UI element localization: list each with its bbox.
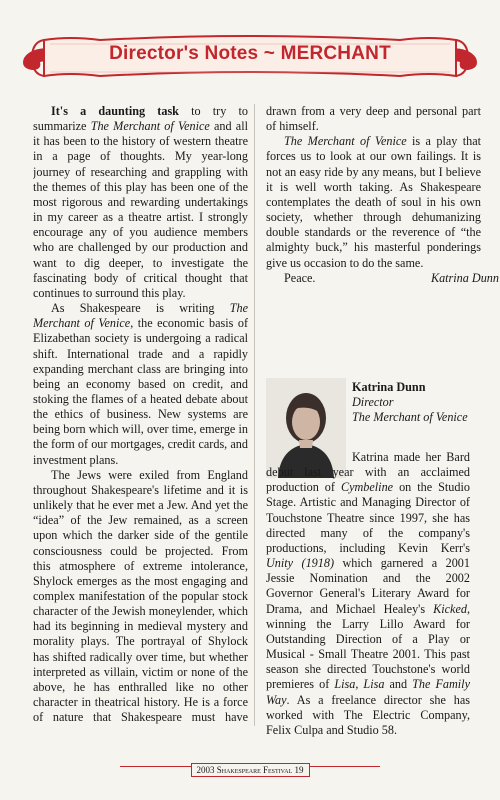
bio-text-part: . As a freelance director she has worked with The Electric Company, Felix Culpa and Studio 58. <box>266 692 470 737</box>
notes-paragraph-3: The Jews were exiled from England throughout Shakespeare's lifetime and it is unlikely that he ever met a Jew. And yet the “idea” of the Jew remained, as a screen upon which the darker side of the gentile consciousness could be projected. From this atmosphere of extreme intolerance, Shylock emerges as the most engaging and complex manifestation of the popular stock character of the Jewish moneylender, which had its beginning in medieval mystery and morality plays. The portrayal of Shylock has shifted radically over time, but whether interpreted as villain, victim or none of the above, he has enthralled like no other character in theatrical history. He is a force of nature that Shakespeare must have <box>33 467 248 725</box>
notes-text: to try to summarize <box>33 104 248 134</box>
footer-label <box>191 763 310 777</box>
page-number: 19 <box>294 765 304 775</box>
notes-text: and all it has been to the history of western theatre in a page of thoughts. My year-long journey of researching and grappling with the themes of this play has been one of the most rigorous and rewarding undertakings in my career as a theatre artist. I strongly encourage any of you audience members who are challenged by our production and want to dig deeper, to investigate the fascinating body of critical thought that continues to surround this play. <box>33 119 248 300</box>
column-divider <box>254 104 255 726</box>
notes-column-left <box>33 104 248 726</box>
page-footer <box>0 760 500 778</box>
production-title: Unity (1918) <box>266 556 335 571</box>
sign-off: Peace. <box>284 270 316 285</box>
notes-text: As Shakespeare is writing <box>51 301 230 316</box>
notes-paragraph-4 <box>266 134 481 270</box>
notes-paragraph-1 <box>33 104 248 301</box>
bio-text-part: on the Studio Stage. Artistic and Managing Director of Touchstone Theatre since 1997, she has directed many of the company's productions, including Kevin Kerr's <box>266 480 470 555</box>
notes-lead: It's a daunting task <box>51 104 179 118</box>
notes-text: , the economic basis of Elizabethan society is undergoing a radical shift. International trade and a rapidly expanding merchant class are bringing into being an economy based on credit, and stoking the flames of a heated debate about the ethics of business. New systems are being born which will, over time, emerge in the form of our mortgages, credit cards, and investment plans. <box>33 316 248 467</box>
notes-column-right <box>266 104 499 286</box>
footer-festival: Shakespeare Festival <box>216 765 293 775</box>
notes-text: is a play that forces us to look at our own failings. It is not an easy ride by any means, but I believe it is well worth taking. As Shakespeare contemplates the death of soul in his own society, whether through dehumanizing double standards or the reverence of “the almighty buck,” his masterful ponderings give us occasion to do the same. <box>266 134 481 270</box>
bio-text <box>266 450 470 738</box>
page-title: Director's Notes ~ MERCHANT <box>109 43 391 64</box>
bio-text-part: which garnered a 2001 Jessie Nomination and the 2002 Governor General's Literary Award for Drama, and Michael Healey's <box>266 556 470 616</box>
play-title: The Merchant of Venice <box>33 301 248 331</box>
notes-paragraph-3-continued: drawn from a very deep and personal part of himself. <box>266 104 481 134</box>
production-title: Kicked <box>433 601 467 616</box>
bio-text-part: Katrina made her Bard debut last year with an acclaimed production of <box>266 450 470 495</box>
footer-year: 2003 <box>196 765 215 775</box>
bio-role: Director <box>352 395 394 410</box>
play-title: The Merchant of Venice <box>284 134 407 149</box>
notes-continuation <box>266 104 481 134</box>
signature: Katrina Dunn <box>430 270 499 285</box>
bio-name: Katrina Dunn <box>352 380 426 394</box>
signature-line <box>266 271 499 286</box>
production-title: Lisa, Lisa <box>334 677 385 692</box>
production-title: The Family Way <box>266 677 470 707</box>
play-title: The Merchant of Venice <box>90 119 210 134</box>
bio-show: The Merchant of Venice <box>352 410 468 425</box>
bio-text-part: and <box>384 677 413 692</box>
notes-paragraph-2 <box>33 301 248 468</box>
bio-heading <box>352 380 472 425</box>
bio-text-part: , winning the Larry Lillo Award for Outstanding Direction of a Play or Musical - Small Theatre 2001. This past season she directed Touchstone's world premieres of <box>266 601 470 692</box>
production-title: Cymbeline <box>340 480 394 495</box>
